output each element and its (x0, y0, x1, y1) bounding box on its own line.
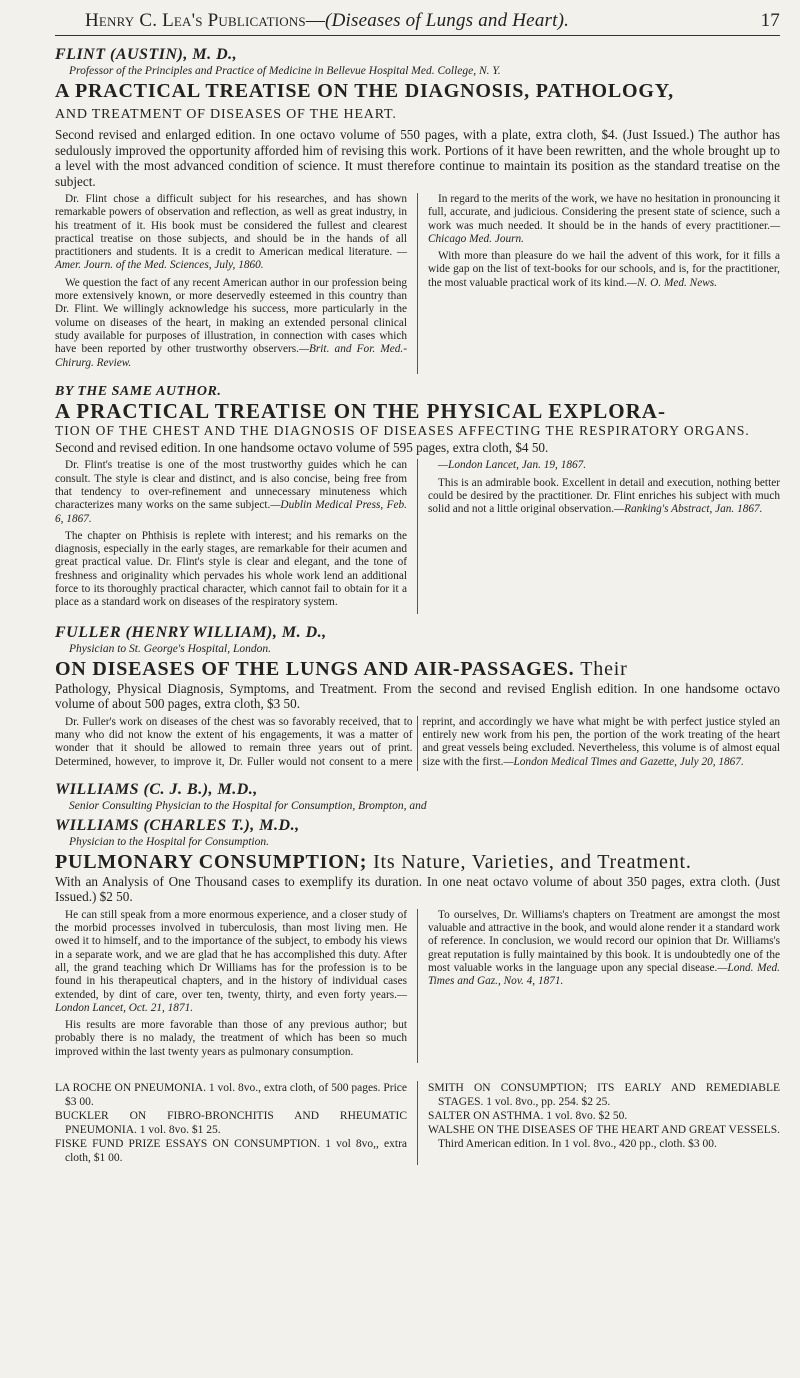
reviews (55, 909, 780, 1063)
review-text: His results are more favorable than those of any previous author; but probably there is no malady, the treatment of which has been so much improved within the last twenty years as pulmonary consumption. (55, 1019, 407, 1058)
additional-titles-list (55, 1081, 780, 1165)
book-title-continued: AND TREATMENT OF DISEASES OF THE HEART. (55, 107, 397, 122)
subject-heading: (Diseases of Lungs and Heart). (325, 10, 570, 31)
review-text: We question the fact of any recent American author in our profession being more extensively known, or more deservedly esteemed in this country than Dr. Flint. We willingly acknowledge his success, more particularly in the volume on diseases of the heart, in making an extended personal clinical study available for purposes of illustration, in connection with cases which have been reported by other trustworthy observers.—Brit. and For. Med.-Chirurg. Review. (55, 276, 407, 369)
review-text: To ourselves, Dr. Williams's chapters on Treatment are amongst the most valuable and attractive in the book, and would alone render it a standard work of reference. In conclusion, we would record our opinion that Dr. Williams's great reputation is fully maintained by this book. It is undoubtedly one of the most valuable works in the language upon any special disease.—Lond. Med. Times and Gaz., Nov. 4, 1871. (428, 908, 780, 988)
review-source: —London Lancet, Oct. 21, 1871. (55, 988, 407, 1014)
section-heading: BY THE SAME AUTHOR. (55, 383, 222, 399)
author-name: WILLIAMS (C. J. B.), M.D., (55, 780, 258, 798)
review-source: —Chicago Med. Journ. (428, 219, 780, 245)
review-source-continued: —London Lancet, Jan. 19, 1867. (438, 459, 587, 472)
book-title: A PRACTICAL TREATISE ON THE DIAGNOSIS, PATHOLOGY, (55, 80, 674, 102)
review-text: The chapter on Phthisis is replete with interest; and his remarks on the diagnosis, especially in the early stages, are remarkable for their acumen and great practical value. Dr. Flint's style is clear and elegant, and the tone of freshness and originality which pervades his whole work lend an additional force to its thoroughly practical character, which cannot fail to obtain for it a place as a standard work on diseases of the respiratory system. (55, 529, 407, 609)
author-name: FLINT (AUSTIN), M. D., (55, 46, 238, 63)
author-affiliation: Senior Consulting Physician to the Hospital for Consumption, Brompton, and (69, 799, 427, 812)
review-text: This is an admirable book. Excellent in detail and execution, nothing better could be desired by the practitioner. Dr. Flint enriches his subject with much solid and not a little original observation.—Ranking's Abstract, Jan. 1867. (428, 476, 780, 516)
review-source: —Dublin Medical Press, Feb. 6, 1867. (55, 499, 407, 525)
author-name: WILLIAMS (CHARLES T.), M.D., (55, 816, 300, 834)
review-source: —N. O. Med. News. (626, 276, 717, 289)
review-text: In regard to the merits of the work, we have no hesitation in pronouncing it full, accurate, and judicious. Considering the present state of science, such a work was much needed. It should be in the hands of every practitioner.—Chicago Med. Journ. (428, 193, 780, 245)
review-column-right (428, 459, 780, 613)
titles-column-left (55, 1081, 407, 1165)
fuller-entry (55, 624, 780, 771)
review-source: —London Medical Times and Gazette, July 20, 1867. (503, 755, 744, 768)
list-item: SMITH ON CONSUMPTION; ITS EARLY AND REMEDIABLE STAGES. 1 vol. 8vo., pp. 254. $2 25. (428, 1082, 780, 1109)
review-source: —Amer. Journ. of the Med. Sciences, July, 1860. (55, 246, 407, 272)
page-number: 17 (760, 10, 780, 31)
list-item: FISKE FUND PRIZE ESSAYS ON CONSUMPTION. 1 vol 8vo,, extra cloth, $1 00. (55, 1138, 407, 1165)
book-description: Second revised and enlarged edition. In one octavo volume of 550 pages, with a plate, extra cloth, $4. (Just Issued.) The author has sedulously improved the opportunity afforded him of revising this work. Portions of it have been rewritten, and the whole brought up to a level with the most advanced condition of science. It must therefore continue to maintain its position as the standard treatise on the subject. (55, 127, 780, 189)
reviews (55, 459, 780, 613)
catalogue-page (55, 10, 780, 1165)
publisher-heading: Henry C. Lea's Publications— (85, 10, 326, 31)
list-item: SALTER ON ASTHMA. 1 vol. 8vo. $2 50. (428, 1110, 628, 1123)
list-item: BUCKLER ON FIBRO-BRONCHITIS AND RHEUMATIC PNEUMONIA. 1 vol. 8vo. $1 25. (55, 1110, 407, 1137)
review-column-right (428, 909, 780, 1063)
book-title: A PRACTICAL TREATISE ON THE PHYSICAL EXPLORA- (55, 398, 666, 423)
review-source: —Brit. and For. Med.-Chirurg. Review. (55, 343, 407, 369)
review-text: Dr. Flint chose a difficult subject for his researches, and has shown remarkable powers of observation and reflection, as well as great industry, in his treatment of it. His book must be considered the fullest and clearest practical treatise on those subjects, and should be in the hands of all practitioners and students. It is a credit to American medical literature. —Amer. Journ. of the Med. Sciences, July, 1860. (55, 193, 407, 272)
review-text: With more than pleasure do we hail the advent of this work, for it fills a wide gap on the list of text-books for our schools, and is, for the practitioner, the most valuable practical work of its kind.—N. O. Med. News. (428, 250, 780, 289)
review-text: Dr. Fuller's work on diseases of the chest was so favorably received, that to many who did not know the extent of his engagements, it was a matter of wonder that it should be allowed to remain three years out of print. Determined, however, to improve it, Dr. Fuller would not consent to a mere reprint, and accordingly we have what might be with perfect justice styled an entirely new work from his pen, the portion of the work treating of the heart and great vessels being excluded. Nevertheless, this volume is of almost equal size with the first.—London Medical Times and Gazette, July 20, 1867. (55, 715, 780, 768)
review-column-left (55, 193, 407, 374)
column-divider (417, 459, 418, 613)
column-divider (417, 193, 418, 374)
column-divider (417, 1081, 418, 1165)
author-name: FULLER (HENRY WILLIAM), M. D., (55, 623, 327, 641)
review-source: —Lond. Med. Times and Gaz., Nov. 4, 1871. (428, 962, 780, 988)
author-affiliation: Physician to St. George's Hospital, London. (69, 642, 271, 655)
flint-heart-entry (55, 46, 780, 374)
book-description: Pathology, Physical Diagnosis, Symptoms, and Treatment. From the second and revised English edition. In one handsome octavo volume of about 500 pages, extra cloth, $3 50. (55, 680, 780, 712)
book-description: Second and revised edition. In one handsome octavo volume of 595 pages, extra cloth, $4 50. (55, 439, 549, 455)
running-head (55, 10, 780, 32)
flint-chest-entry (55, 384, 780, 614)
list-item: LA ROCHE ON PNEUMONIA. 1 vol. 8vo., extra cloth, of 500 pages. Price $3 00. (55, 1082, 407, 1109)
book-title: ON DISEASES OF THE LUNGS AND AIR-PASSAGES. Their (55, 657, 628, 680)
book-title: PULMONARY CONSUMPTION; Its Nature, Varieties, and Treatment. (55, 850, 692, 873)
review-column-right (428, 193, 780, 374)
review-column-left (55, 909, 407, 1063)
book-title-continued: TION OF THE CHEST AND THE DIAGNOSIS OF DISEASES AFFECTING THE RESPIRATORY ORGANS. (55, 422, 750, 438)
book-description: With an Analysis of One Thousand cases to exemplify its duration. In one neat octavo volume of about 350 pages, extra cloth. (Just Issued.) $2 50. (55, 873, 780, 905)
reviews (55, 716, 780, 771)
list-item: WALSHE ON THE DISEASES OF THE HEART AND GREAT VESSELS. Third American edition. In 1 vol. 8vo., 420 pp., cloth. $3 00. (428, 1124, 780, 1151)
header-rule (55, 35, 780, 36)
review-text: He can still speak from a more enormous experience, and a closer study of the morbid processes involved in tuberculosis, than most living men. He owed it to himself, and to the importance of the subject, to embody his views in a separate work, and we are glad that he has accomplished this duty. After all, the grand teaching which Dr Williams has for the profession is to be found in his therapeutical chapters, and in the history of individual cases extended, by dint of care, over ten, twenty, thirty, and even forty years.—London Lancet, Oct. 21, 1871. (55, 908, 407, 1014)
review-text: Dr. Flint's treatise is one of the most trustworthy guides which he can consult. The style is clear and distinct, and is also concise, being free from that tendency to over-refinement and unnecessary minuteness which characterizes many works on the same subject.—Dublin Medical Press, Feb. 6, 1867. (55, 459, 407, 525)
williams-entry (55, 781, 780, 1063)
titles-column-right (428, 1081, 780, 1165)
column-divider (417, 909, 418, 1063)
review-columns (55, 716, 780, 771)
author-affiliation: Professor of the Principles and Practice of Medicine in Bellevue Hospital Med. College, N. Y. (69, 65, 501, 77)
review-source: —Ranking's Abstract, Jan. 1867. (614, 503, 763, 516)
author-affiliation: Physician to the Hospital for Consumption. (69, 835, 269, 848)
reviews (55, 193, 780, 374)
review-column-left (55, 459, 407, 613)
